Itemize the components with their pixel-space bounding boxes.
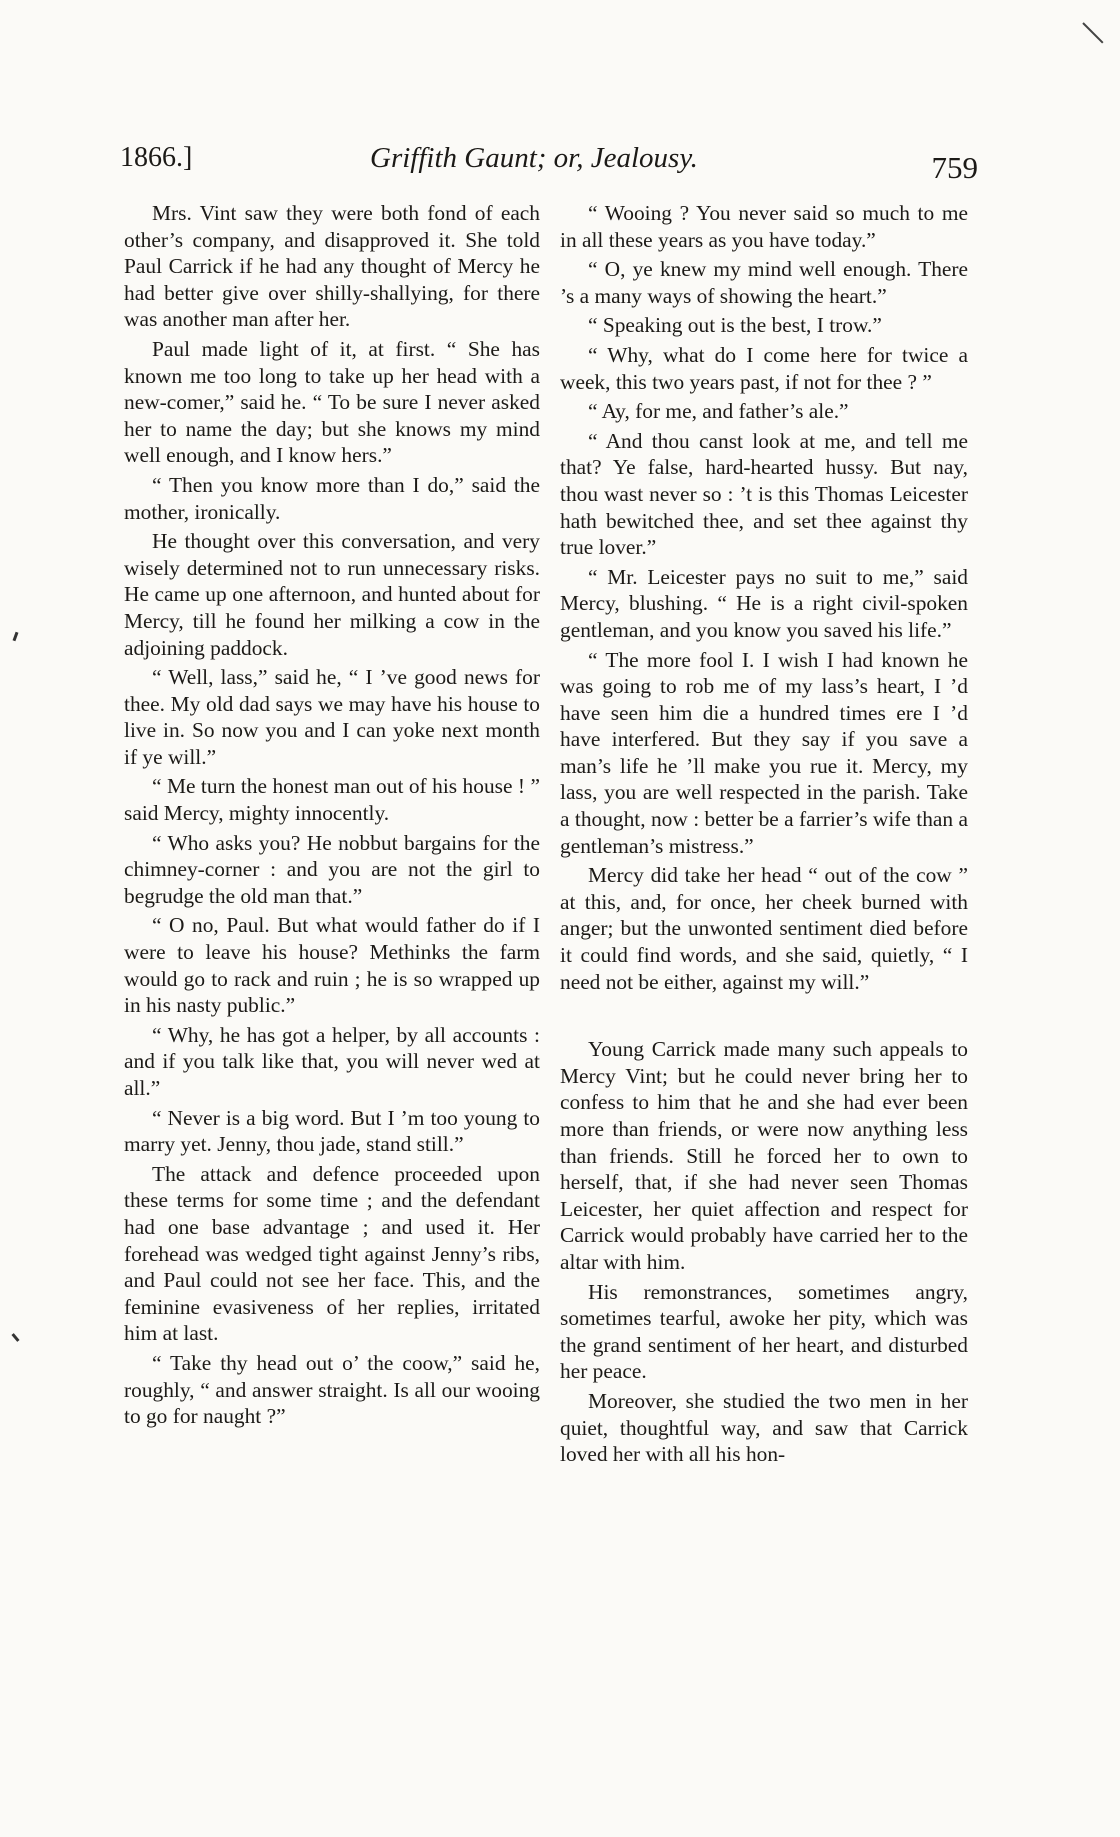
paragraph: Mrs. Vint saw they were both fond of each other’s company, and disapproved it. She told Paul Carrick if he had any thought of Mercy he had better give over shilly-shallying, for there was another man after her.	[124, 201, 540, 332]
paragraph: “ Ay, for me, and father’s ale.”	[588, 399, 849, 424]
paragraph: “ Why, what do I come here for twice a week, this two years past, if not for thee ? ”	[560, 342, 968, 394]
paragraph: The attack and defence proceeded upon these terms for some time ; and the defendant had one base advantage ; and used it. Her forehead was wedged tight against Jenny’s ribs, and Paul could not see her face. This, and the feminine evasiveness of her replies, irritated him at last.	[124, 1161, 540, 1346]
paragraph: “ The more fool I. I wish I had known he was going to rob me of my lass’s heart, I ’d have seen him die a hundred times ere I ’d have interfered. But they say if you save a man’s life he ’ll make you rue it. Mercy, my lass, you are well respected in the parish. Take a thought, now : better be a farrier’s wife than a gentleman’s mistress.”	[560, 647, 968, 858]
corner-mark	[1082, 22, 1103, 43]
paragraph: “ Why, he has got a helper, by all accounts : and if you talk like that, you will never wed at all.”	[124, 1022, 540, 1100]
header-title: Griffith Gaunt; or, Jealousy.	[370, 142, 698, 174]
page-number: 759	[931, 150, 978, 185]
paragraph: “ And thou canst look at me, and tell me that? Ye false, hard-hearted hussy. But nay, thou wast never so : ’t is this Thomas Leicester hath bewitched thee, and set thee against thy true lover.”	[560, 428, 968, 560]
margin-speck	[13, 632, 19, 641]
paragraph: “ Take thy head out o’ the coow,” said he, roughly, “ and answer straight. Is all our wooing to go for naught ?”	[124, 1350, 540, 1429]
section-break	[560, 998, 968, 1036]
paragraph: Young Carrick made many such appeals to Mercy Vint; but he could never bring her to confess to him that he and she had ever been more than friends, or were now anything less than friends. Still he forced her to own to herself, that, if she had never seen Thomas Leicester, her quiet affection and respect for Carrick would probably have carried her to the altar with him.	[560, 1037, 968, 1274]
running-header	[120, 138, 980, 188]
paragraph: “ Mr. Leicester pays no suit to me,” said Mercy, blushing. “ He is a right civil-spoken gentleman, and you know you saved his life.”	[560, 564, 968, 642]
paragraph: His remonstrances, sometimes angry, sometimes tearful, awoke her pity, which was the grand sentiment of her heart, and disturbed her peace.	[560, 1279, 968, 1384]
paragraph: “ Never is a big word. But I ’m too young to marry yet. Jenny, thou jade, stand still.”	[124, 1105, 540, 1157]
paragraph: He thought over this conversation, and very wisely determined not to run unnecessary risks. He came up one afternoon, and hunted about for Mercy, till he found her milking a cow in the adjoining paddock.	[124, 529, 540, 660]
paragraph: “ O no, Paul. But what would father do if I were to leave his house? Methinks the farm would go to rack and ruin ; he is so wrapped up in his nasty public.”	[124, 913, 540, 1018]
header-year: 1866.]	[120, 142, 193, 173]
paragraph: “ Speaking out is the best, I trow.”	[588, 313, 882, 338]
paragraph: “ Then you know more than I do,” said the mother, ironically.	[124, 472, 540, 524]
margin-speck	[11, 1333, 19, 1342]
left-column	[124, 200, 540, 1433]
paragraph: Mercy did take her head “ out of the cow ” at this, and, for once, her cheek burned with anger; but the unwonted sentiment died before it could find words, and she said, quietly, “ I need not be either, against my will.”	[560, 863, 968, 994]
paragraph: “ O, ye knew my mind well enough. There ’s a many ways of showing the heart.”	[560, 257, 968, 308]
paragraph: “ Well, lass,” said he, “ I ’ve good news for thee. My old dad says we may have his house to live in. So now you and I can yoke next month if ye will.”	[124, 665, 540, 769]
paragraph: “ Me turn the honest man out of his house ! ” said Mercy, mighty innocently.	[124, 774, 540, 826]
paragraph: “ Who asks you? He nobbut bargains for the chimney-corner : and you are not the girl to begrudge the old man that.”	[124, 830, 540, 908]
right-column	[560, 200, 968, 1471]
paragraph: Moreover, she studied the two men in her quiet, thoughtful way, and saw that Carrick loved her with all his hon-	[560, 1388, 968, 1467]
paragraph: “ Wooing ? You never said so much to me in all these years as you have today.”	[560, 201, 968, 252]
paragraph: Paul made light of it, at first. “ She has known me too long to take up her head with a new-comer,” said he. “ To be sure I never asked her to name the day; but she knows my mind well enough, and I know hers.”	[124, 336, 540, 468]
